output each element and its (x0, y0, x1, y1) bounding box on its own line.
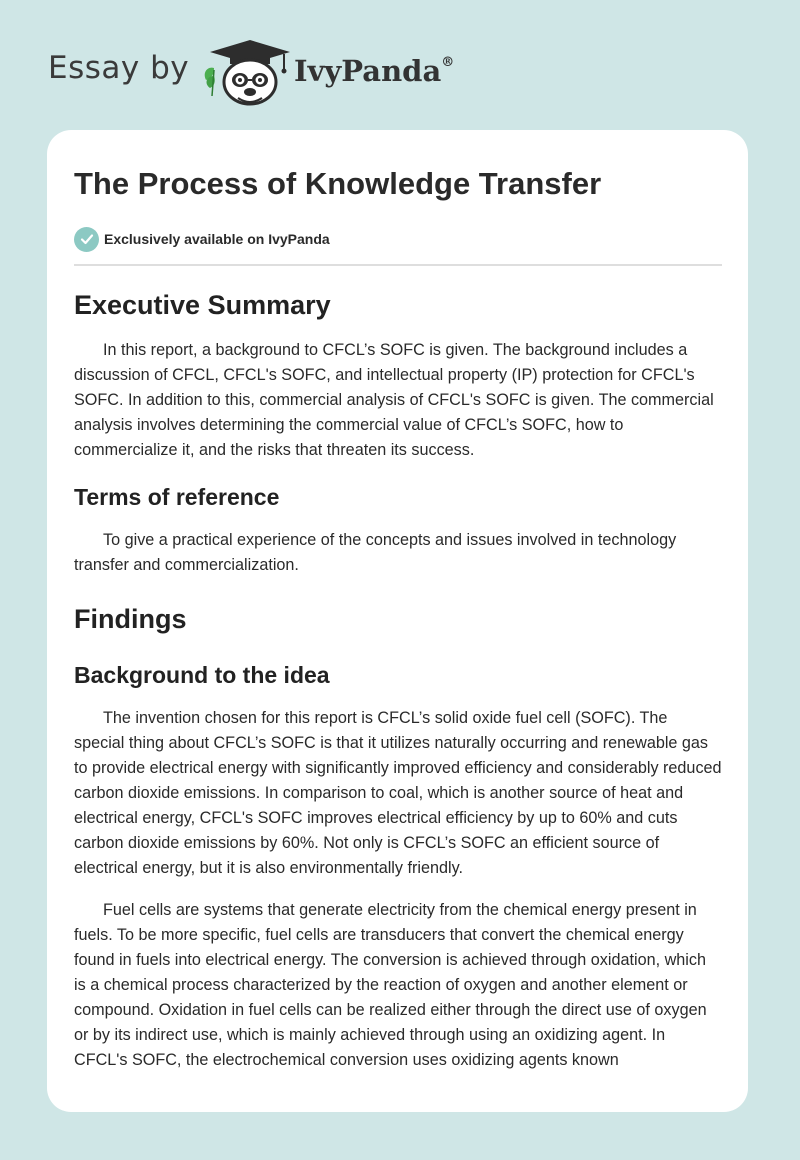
executive-summary-text: In this report, a background to CFCL’s SOFC is given. The background includes a discussion of CFCL, CFCL's SOFC, and intellectual property (IP) protection for CFCL's SOFC. In addition to this, commercial analysis of CFCL's SOFC is given. The commercial analysis involves determining the commercial value of CFCL’s SOFC, how to commercialize it, and the risks that threaten its success. (74, 341, 714, 459)
heading-executive-summary: Executive Summary (74, 290, 331, 320)
site-header (0, 0, 800, 130)
background-paragraph-1: The invention chosen for this report is CFCL’s solid oxide fuel cell (SOFC). The special thing about CFCL’s SOFC is that it utilizes naturally occurring and renewable gas to provide electrical energy with significantly improved efficiency and considerably reduced carbon dioxide emissions. In comparison to coal, which is another source of heat and electrical energy, CFCL's SOFC improves electrical efficiency by up to 60% and cuts carbon dioxide emissions by 60%. Not only is CFCL’s SOFC an efficient source of electrical energy, but it is also environmentally friendly. (74, 709, 722, 877)
brand-name[interactable] (294, 54, 454, 88)
brand-name-text: IvyPanda (294, 54, 442, 88)
exclusive-label: Exclusively available on IvyPanda (104, 231, 330, 247)
title-divider (74, 264, 722, 266)
essay-card (47, 130, 748, 1112)
check-icon (74, 227, 99, 252)
terms-of-reference-text: To give a practical experience of the concepts and issues involved in technology transfer and commercialization. (74, 531, 677, 574)
registered-mark: ® (441, 55, 455, 71)
exclusive-badge (74, 226, 722, 252)
heading-findings: Findings (74, 604, 187, 634)
heading-terms-of-reference: Terms of reference (74, 484, 280, 510)
heading-background: Background to the idea (74, 662, 330, 688)
panda-logo-icon[interactable] (200, 36, 296, 108)
page-title: The Process of Knowledge Transfer (74, 166, 602, 201)
background-paragraph-2: Fuel cells are systems that generate electricity from the chemical energy present in fuels. To be more specific, fuel cells are transducers that convert the chemical energy found in fuels into electrical energy. The conversion is achieved through oxidation, which is a chemical process characterized by the reaction of oxygen and another element or compound. Oxidation in fuel cells can be realized either through the direct use of oxygen or by its indirect use, which is mainly achieved through using an oxidizing agent. In CFCL's SOFC, the electrochemical conversion uses oxidizing agents known (74, 901, 707, 1069)
essay-by-label: Essay by (48, 50, 190, 86)
